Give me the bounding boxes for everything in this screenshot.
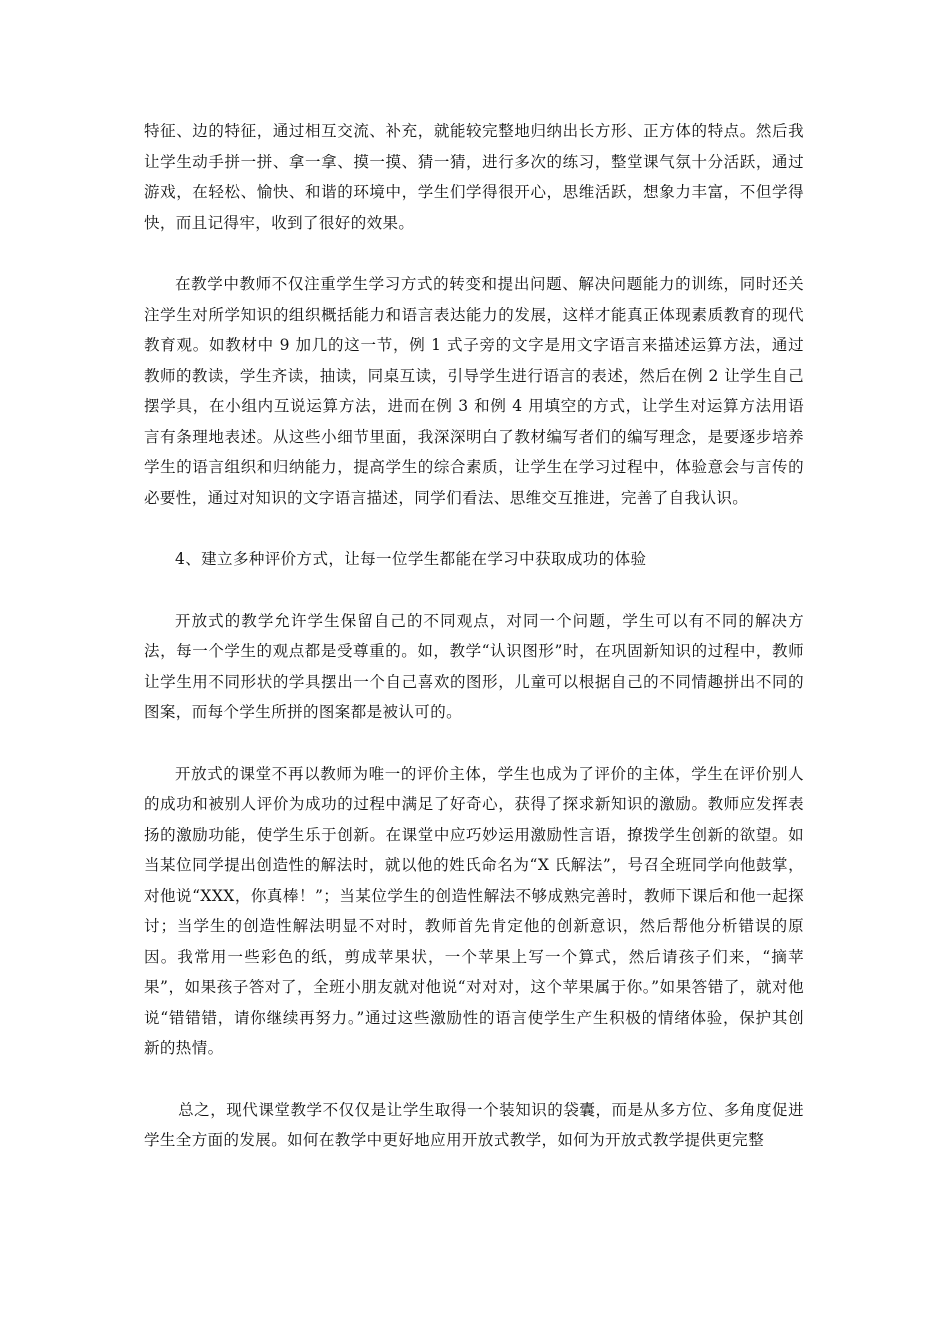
paragraph-continuation: 特征、边的特征，通过相互交流、补充，就能较完整地归纳出长方形、正方体的特点。然后我让学生动手拼一拼、拿一拿、摸一摸、猜一猜，进行多次的练习，整堂课气氛十分活跃，通过游戏，在轻松、愉快、和谐的环境中，学生们学得很开心，思维活跃，想象力丰富，不但学得快，而且记得牢，收到了很好的效果。 [144,122,804,232]
paragraph-language-expression: 在教学中教师不仅注重学生学习方式的转变和提出问题、解决问题能力的训练，同时还关注学生对所学知识的组织概括能力和语言表达能力的发展，这样才能真正体现素质教育的现代教育观。如教材中 9 加几的这一节，例 1 式子旁的文字是用文字语言来描述运算方法，通过教师的教读，学生齐读，抽读，同桌互读，引导学生进行语言的表述，然后在例 2 让学生自己摆学具，在小组内互说运算方法，进而在例 3 和例 4 用填空的方式，让学生对运算方法用语言有条理地表述。从这些小细节里面，我深深明白了教材编写者们的编写理念，是要逐步培养学生的语言组织和归纳能力，提高学生的综合素质，让学生在学习过程中，体验意会与言传的必要性，通过对知识的文字语言描述，同学们看法、思维交互推进，完善了自我认识。 [144,275,804,507]
section-heading-evaluation: 4、建立多种评价方式，让每一位学生都能在学习中获取成功的体验 [175,550,647,568]
paragraph-open-classroom: 开放式的课堂不再以教师为唯一的评价主体，学生也成为了评价的主体，学生在评价别人的成功和被别人评价为成功的过程中满足了好奇心，获得了探求新知识的激励。教师应发挥表扬的激励功能，使学生乐于创新。在课堂中应巧妙运用激励性言语，撩拨学生创新的欲望。如当某位同学提出创造性的解法时，就以他的姓氏命名为“X 氏解法”，号召全班同学向他鼓掌，对他说“XXX，你真棒！”；当某位学生的创造性解法不够成熟完善时，教师下课后和他一起探讨；当学生的创造性解法明显不对时，教师首先肯定他的创新意识，然后帮他分析错误的原因。我常用一些彩色的纸，剪成苹果状，一个苹果上写一个算式，然后请孩子们来，“摘苹果”，如果孩子答对了，全班小朋友就对他说“对对对，这个苹果属于你。”如果答错了，就对他说“错错错，请你继续再努力。”通过这些激励性的语言使学生产生积极的情绪体验，保护其创新的热情。 [144,764,804,1057]
paragraph-open-teaching: 开放式的教学允许学生保留自己的不同观点，对同一个问题，学生可以有不同的解决方法，每一个学生的观点都是受尊重的。如，教学“认识图形”时，在巩固新知识的过程中，教师让学生用不同形状的学具摆出一个自己喜欢的图形，儿童可以根据自己的不同情趣拼出不同的图案，而每个学生所拼的图案都是被认可的。 [144,611,804,721]
document-body [144,116,804,1156]
paragraph-conclusion: 总之，现代课堂教学不仅仅是让学生取得一个装知识的袋囊，而是从多方位、多角度促进学生全方面的发展。如何在教学中更好地应用开放式教学，如何为开放式教学提供更完整 [144,1100,804,1149]
